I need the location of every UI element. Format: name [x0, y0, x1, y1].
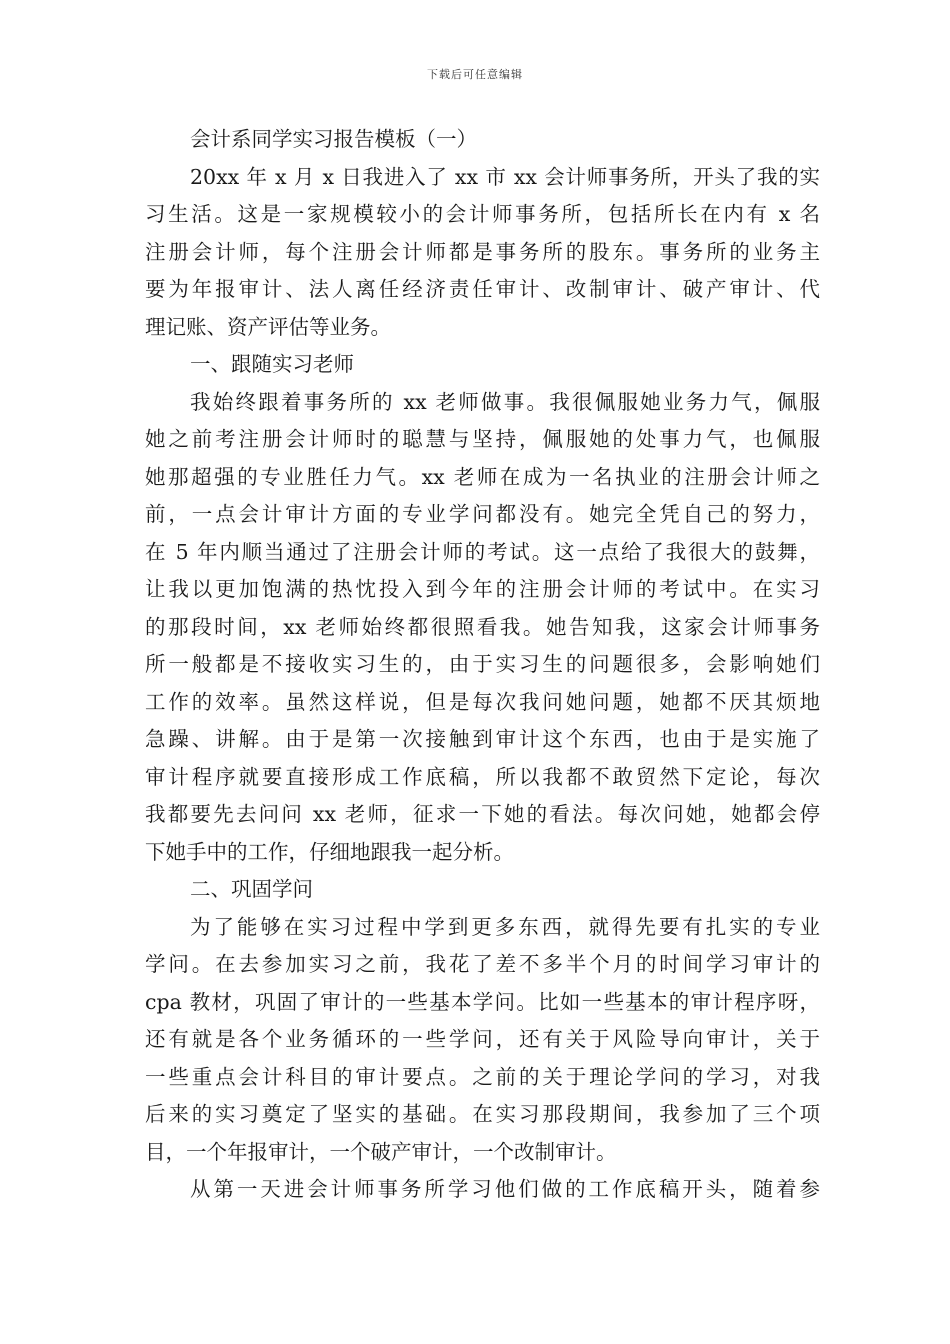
- paragraph-line: 的那段时间，xx 老师始终都很照看我。她告知我，这家会计师事务: [145, 614, 820, 639]
- paragraph-line: 理记账、资产评估等业务。: [145, 314, 391, 339]
- paragraph-line: 让我以更加饱满的热忱投入到今年的注册会计师的考试中。在实习: [145, 577, 820, 601]
- paragraph-line: 我都要先去问问 xx 老师，征求一下她的看法。每次问她，她都会停: [145, 802, 820, 826]
- paragraph-line: cpa 教材，巩固了审计的一些基本学问。比如一些基本的审计程序呀，: [145, 989, 820, 1014]
- paragraph-line: 目，一个年报审计，一个破产审计，一个改制审计。: [145, 1139, 617, 1164]
- section-heading-2: 二、巩固学问: [190, 877, 313, 901]
- paragraph-line: 我始终跟着事务所的 xx 老师做事。我很佩服她业务力气，佩服: [190, 389, 820, 414]
- paragraph-line: 审计程序就要直接形成工作底稿，所以我都不敢贸然下定论，每次: [145, 764, 820, 789]
- paragraph-line: 所一般都是不接收实习生的，由于实习生的问题很多，会影响她们: [145, 652, 820, 676]
- paragraph-line: 急躁、讲解。由于是第一次接触到审计这个东西，也由于是实施了: [145, 727, 820, 751]
- paragraph-2: [145, 384, 820, 872]
- paragraph-line: 下她手中的工作，仔细地跟我一起分析。: [145, 839, 514, 864]
- paragraph-1: [145, 159, 820, 347]
- document-body: [145, 121, 820, 1209]
- paragraph-line: 在 5 年内顺当通过了注册会计师的考试。这一点给了我很大的鼓舞，: [145, 539, 820, 564]
- paragraph-line: 习生活。这是一家规模较小的会计师事务所，包括所长在内有 x 名: [145, 202, 820, 226]
- paragraph-line: 从第一天进会计师事务所学习他们做的工作底稿开头，随着参: [190, 1177, 820, 1201]
- paragraph-line: 后来的实习奠定了坚实的基础。在实习那段期间，我参加了三个项: [145, 1102, 820, 1126]
- paragraph-line: 20xx 年 x 月 x 日我进入了 xx 市 xx 会计师事务所，开头了我的实: [190, 164, 820, 189]
- paragraph-line: 要为年报审计、法人离任经济责任审计、改制审计、破产审计、代: [145, 277, 820, 301]
- paragraph-line: 一些重点会计科目的审计要点。之前的关于理论学问的学习，对我: [145, 1064, 820, 1089]
- paragraph-line: 还有就是各个业务循环的一些学问，还有关于风险导向审计，关于: [145, 1027, 820, 1051]
- paragraph-line: 她那超强的专业胜任力气。xx 老师在成为一名执业的注册会计师之: [145, 464, 820, 489]
- paragraph-line: 注册会计师，每个注册会计师都是事务所的股东。事务所的业务主: [145, 239, 820, 264]
- paragraph-line: 工作的效率。虽然这样说，但是每次我问她问题，她都不厌其烦地: [145, 689, 820, 714]
- document-title: 会计系同学实习报告模板（一）: [190, 127, 477, 151]
- paragraph-line: 为了能够在实习过程中学到更多东西，就得先要有扎实的专业: [190, 914, 820, 939]
- paragraph-line: 学问。在去参加实习之前，我花了差不多半个月的时间学习审计的: [145, 952, 820, 976]
- paragraph-line: 前，一点会计审计方面的专业学问都没有。她完全凭自己的努力，: [145, 502, 820, 526]
- header-note: 下载后可任意编辑: [427, 68, 523, 81]
- section-heading-1: 一、跟随实习老师: [190, 352, 354, 376]
- paragraph-line: 她之前考注册会计师时的聪慧与坚持，佩服她的处事力气，也佩服: [145, 427, 820, 451]
- paragraph-3: [145, 909, 820, 1172]
- paragraph-4: [145, 1171, 820, 1209]
